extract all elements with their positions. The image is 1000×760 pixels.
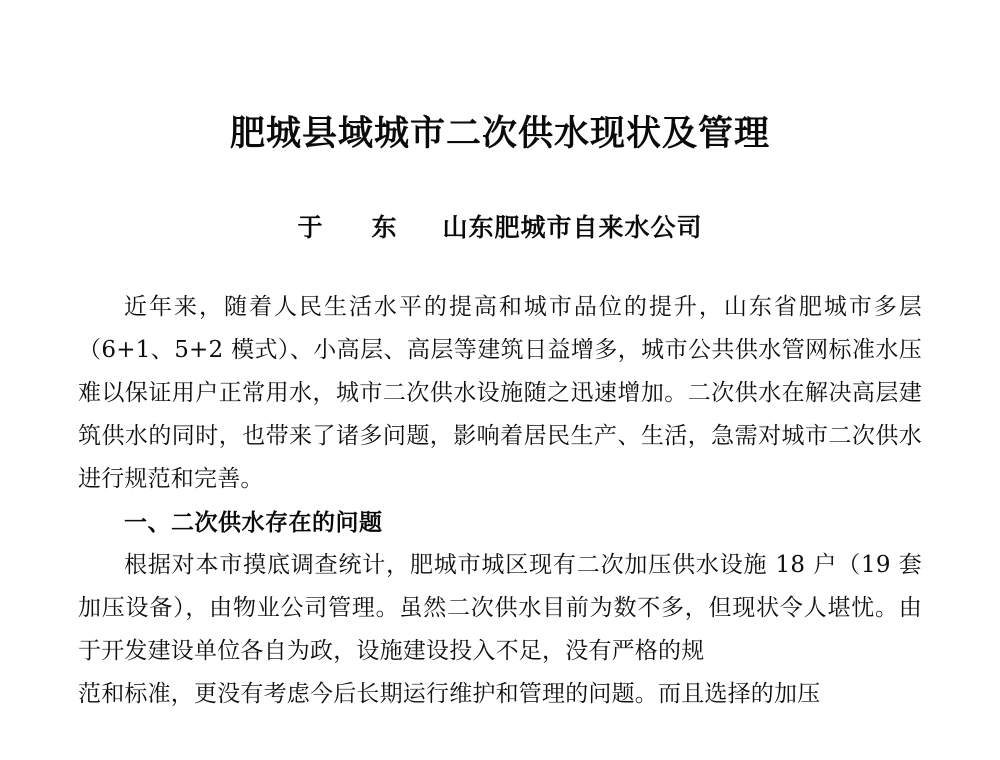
section-heading-problems: 一、二次供水存在的问题 — [124, 508, 383, 536]
byline — [78, 156, 922, 244]
paragraph-intro: 近年来，随着人民生活水平的提高和城市品位的提升，山东省肥城市多层（6+1、5+2 模式）、小高层、高层等建筑日益增多，城市公共供水管网标准水压难以保证用户正常用水，城市二次供水设施随之迅速增加。二次供水在解决高层建筑供水的同时，也带来了诸多问题，影响着居民生产、生活，急需对城市二次供水进行规范和完善。 — [78, 293, 922, 492]
paragraph-survey: 根据对本市摸底调查统计，肥城市城区现有二次加压供水设施 18 户（19 套加压设备），由物业公司管理。虽然二次供水目前为数不多，但现状令人堪忧。由于开发建设单位各自为政，设施建设投入不足，没有严格的规 — [78, 551, 922, 664]
cut-off-line-wrapper — [78, 673, 922, 716]
author-name: 于 东 — [297, 212, 409, 242]
author-affiliation: 山东肥城市自来水公司 — [442, 212, 703, 242]
paragraph-cut-off: 范和标准，更没有考虑今后长期运行维护和管理的问题。而且选择的加压 — [78, 680, 821, 707]
body-text — [78, 244, 922, 716]
page-title: 肥城县域城市二次供水现状及管理 — [229, 113, 770, 154]
